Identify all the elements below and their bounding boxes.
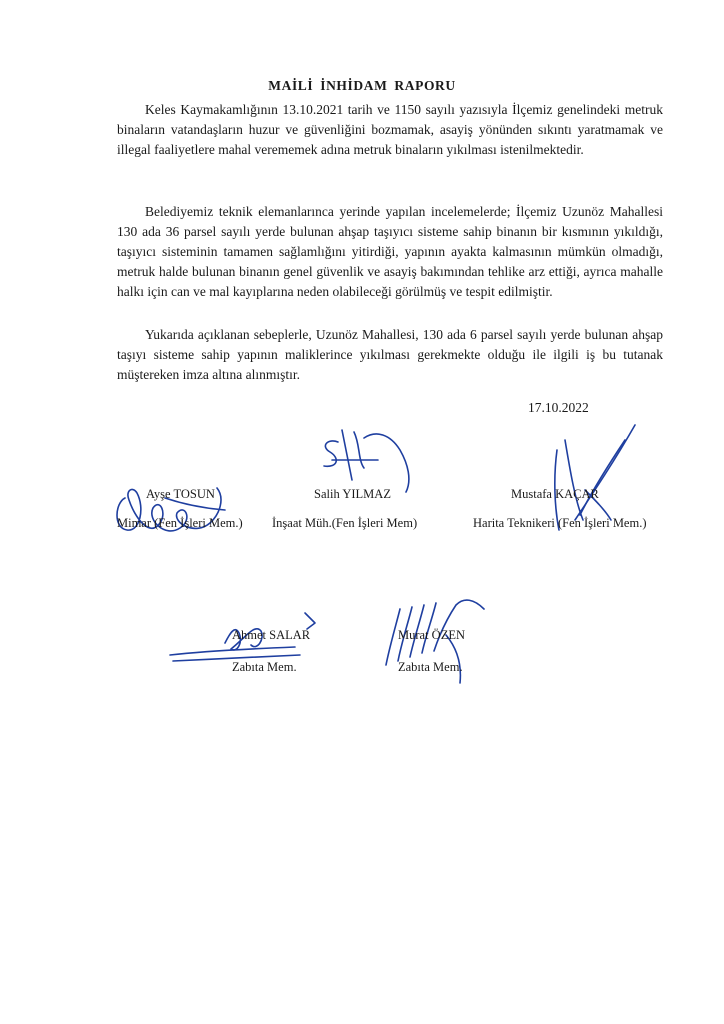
paragraph-request: Keles Kaymakamlığının 13.10.2021 tarih ve 1150 sayılı yazısıyla İlçemiz genelindeki metruk binaların vatandaşların huzur ve güvenliğini bozmamak, asayiş yönünden sıkıntı yaratmamak ve illegal faaliyetlere mahal verememek adına metruk binaların yıkılması istenilmektedir.: [117, 102, 663, 157]
signatory-5-name: Murat ÖZEN: [398, 628, 465, 642]
signatory-1-name: Ayşe TOSUN: [146, 487, 215, 501]
report-title: MAİLİ İNHİDAM RAPORU: [268, 78, 456, 93]
report-date: 17.10.2022: [528, 400, 589, 415]
signatory-5-role: Zabıta Mem.: [398, 660, 463, 674]
signatory-3-name: Mustafa KAÇAR: [511, 487, 599, 501]
signatory-2-name: Salih YILMAZ: [314, 487, 391, 501]
paragraph-conclusion: Yukarıda açıklanan sebeplerle, Uzunöz Mahallesi, 130 ada 6 parsel sayılı yerde bulunan ahşap taşıyı sisteme sahip yapının maliklerince yıkılması gerekmekte olduğu ile ilgili iş bu tutanak müştereken imza altına alınmıştır.: [117, 327, 663, 382]
signatory-4-role: Zabıta Mem.: [232, 660, 297, 674]
signatory-4-name: Ahmet SALAR: [232, 628, 311, 642]
paragraph-inspection: Belediyemiz teknik elemanlarınca yerinde yapılan incelemelerde; İlçemiz Uzunöz Mahallesi 130 ada 36 parsel sayılı yerde bulunan ahşap taşıyıcı sisteme sahip binanın bir kısmının yıkıldığı, taşıyıcı sisteminin tamamen sağlamlığını yitirdiği, yapının ayakta kalmasının mümkün olmadığı, metruk halde bulunan binanın genel güvenlik ve asayiş bakımından tehlike arz ettiği, ayrıca mahalle halkı için can ve mal kayıplarına neden olabileceği görülmüş ve tespit edilmiştir.: [117, 204, 663, 299]
signatory-2-role: İnşaat Müh.(Fen İşleri Mem): [272, 516, 418, 530]
signatory-3-role: Harita Teknikeri (Fen İşleri Mem.): [473, 516, 647, 530]
signatory-1-role: Mimar (Fen İşleri Mem.): [117, 516, 243, 530]
signature-1-mark: [105, 468, 255, 548]
